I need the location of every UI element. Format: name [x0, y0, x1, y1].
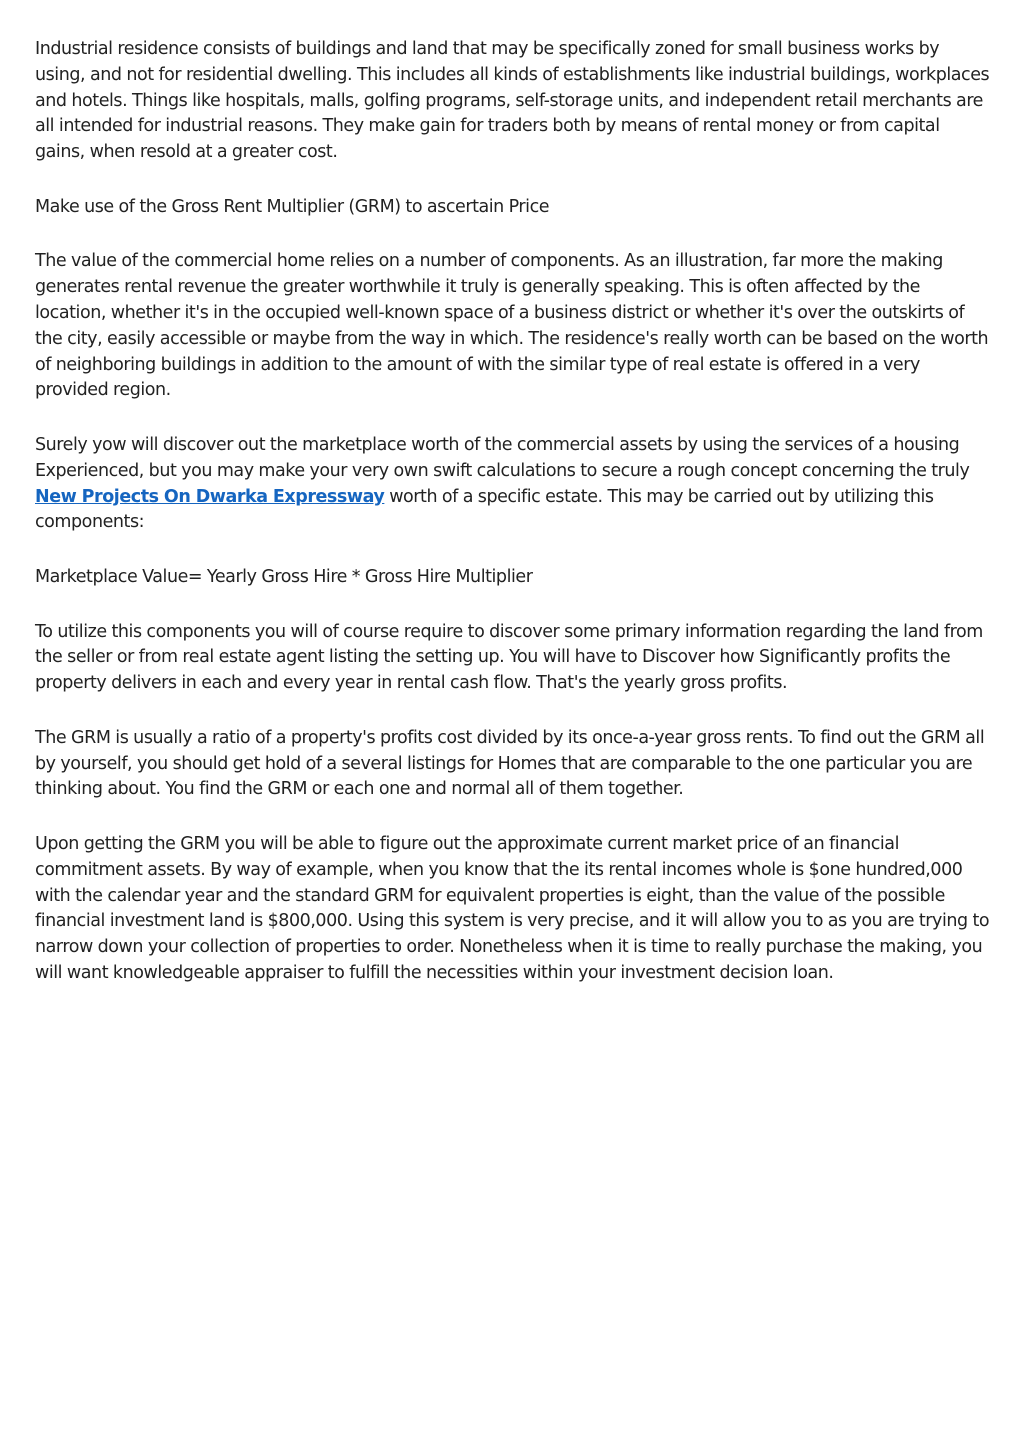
paragraph-calculation-text-before: Surely yow will discover out the marketplace worth of the commercial assets by using the services of a housing Experienced, but you may make your very own swift calculations to secure a rough concept concerning the truly — [35, 434, 970, 481]
paragraph-grm-ratio: The GRM is usually a ratio of a property's profits cost divided by its once-a-year gross rents. To find out the GRM all by yourself, you should get hold of a several listings for Homes that are comparable to the one particular you are thinking about. You find the GRM or each one and normal all of them together. — [35, 727, 985, 800]
new-projects-link[interactable]: New Projects On Dwarka Expressway — [35, 486, 385, 507]
paragraph-calculation-text-after: worth of a specific estate. This may be carried out by utilizing this components: — [35, 486, 934, 533]
paragraph-formula: Marketplace Value= Yearly Gross Hire * Gross Hire Multiplier — [35, 566, 533, 587]
paragraph-intro: Industrial residence consists of buildings and land that may be specifically zoned for small business works by using, and not for residential dwelling. This includes all kinds of establishments like industrial buildings, workplaces and hotels. Things like hospitals, malls, golfing programs, self-storage units, and independent retail merchants are all intended for industrial reasons. They make gain for traders both by means of rental money or from capital gains, when resold at a greater cost. — [35, 39, 990, 163]
paragraph-calculation — [35, 433, 990, 536]
document-body — [35, 37, 990, 1015]
paragraph-example: Upon getting the GRM you will be able to figure out the approximate current market price of an financial commitment assets. By way of example, when you know that the its rental incomes whole is $one hundred,000 with the calendar year and the standard GRM for equivalent properties is eight, than the value of the possible financial investment land is $800,000. Using this system is very precise, and it will allow you to as you are trying to narrow down your collection of properties to order. Nonetheless when it is time to really purchase the making, you will want knowledgeable appraiser to fulfill the necessities within your investment decision loan. — [35, 833, 990, 983]
paragraph-value-factors: The value of the commercial home relies on a number of components. As an illustration, far more the making generates rental revenue the greater worthwhile it truly is generally speaking. This is often affected by the location, whether it's in the occupied well-known space of a business district or whether it's over the outskirts of the city, easily accessible or maybe from the way in which. The residence's really worth can be based on the worth of neighboring buildings in addition to the amount of with the similar type of real estate is offered in a very provided region. — [35, 251, 989, 401]
paragraph-gross-profits: To utilize this components you will of course require to discover some primary information regarding the land from the seller or from real estate agent listing the setting up. You will have to Discover how Significantly profits the property delivers in each and every year in rental cash flow. That's the yearly gross profits. — [35, 621, 983, 694]
paragraph-grm-heading: Make use of the Gross Rent Multiplier (GRM) to ascertain Price — [35, 196, 550, 217]
